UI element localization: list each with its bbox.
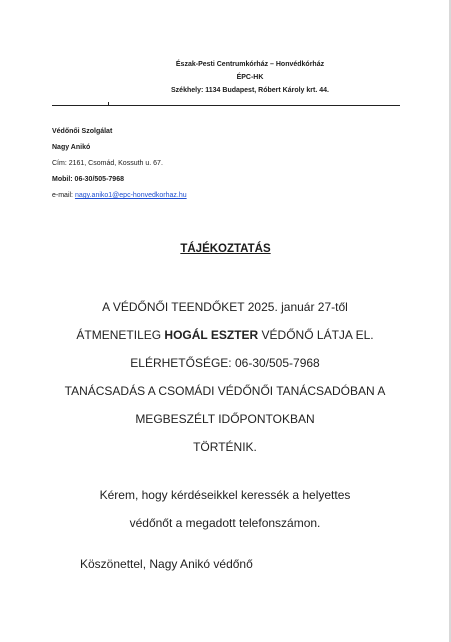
- request-line: védőnőt a megadott telefonszámon.: [129, 516, 321, 530]
- letterhead-hospital-name: Észak-Pesti Centrumkórház – Honvédkórház: [175, 61, 325, 68]
- notice-line: ELÉRHETŐSÉGE: 06-30/505-7968: [130, 356, 320, 370]
- notice-text: VÉDŐNŐ LÁTJA EL.: [258, 328, 374, 342]
- document-title: TÁJÉKOZTATÁS: [180, 243, 271, 255]
- sender-email-link[interactable]: nagy.aniko1@epc-honvedkorhaz.hu: [74, 192, 187, 199]
- letterhead-abbreviation: ÉPC-HK: [236, 74, 264, 81]
- sender-email-row: [52, 188, 187, 204]
- sender-address: Cím: 2161, Csomád, Kossuth u. 67.: [52, 160, 163, 167]
- notice-text: ÁTMENETILEG: [76, 328, 165, 342]
- letterhead-address: Székhely: 1134 Budapest, Róbert Károly krt. 44.: [171, 87, 329, 94]
- sender-block: [52, 124, 187, 204]
- substitute-name: HOGÁL ESZTER: [164, 328, 259, 342]
- notice-line: TANÁCSADÁS A CSOMÁDI VÉDŐNŐI TANÁCSADÓBAN A: [64, 384, 386, 398]
- notice-line: A VÉDŐNŐI TEENDŐKET 2025. január 27-től: [102, 300, 348, 314]
- notice-body: [30, 293, 420, 461]
- notice-line: [30, 321, 420, 349]
- sender-service: Védőnői Szolgálat: [52, 128, 113, 135]
- request-line: Kérem, hogy kérdéseikkel keressék a helyettes: [99, 488, 351, 502]
- sender-name: Nagy Anikó: [52, 144, 91, 151]
- request-paragraph: [30, 481, 420, 537]
- letterhead-divider: [52, 105, 400, 106]
- closing-signature: Köszönettel, Nagy Anikó védőnő: [80, 557, 253, 571]
- sender-mobile: Mobil: 06-30/505-7968: [52, 176, 124, 183]
- letterhead-divider-tick: [108, 102, 109, 106]
- notice-line: MEGBESZÉLT IDŐPONTOKBAN: [135, 412, 315, 426]
- letterhead: [100, 58, 400, 97]
- notice-line: TÖRTÉNIK.: [193, 440, 257, 454]
- sender-email-label: e-mail:: [52, 192, 75, 199]
